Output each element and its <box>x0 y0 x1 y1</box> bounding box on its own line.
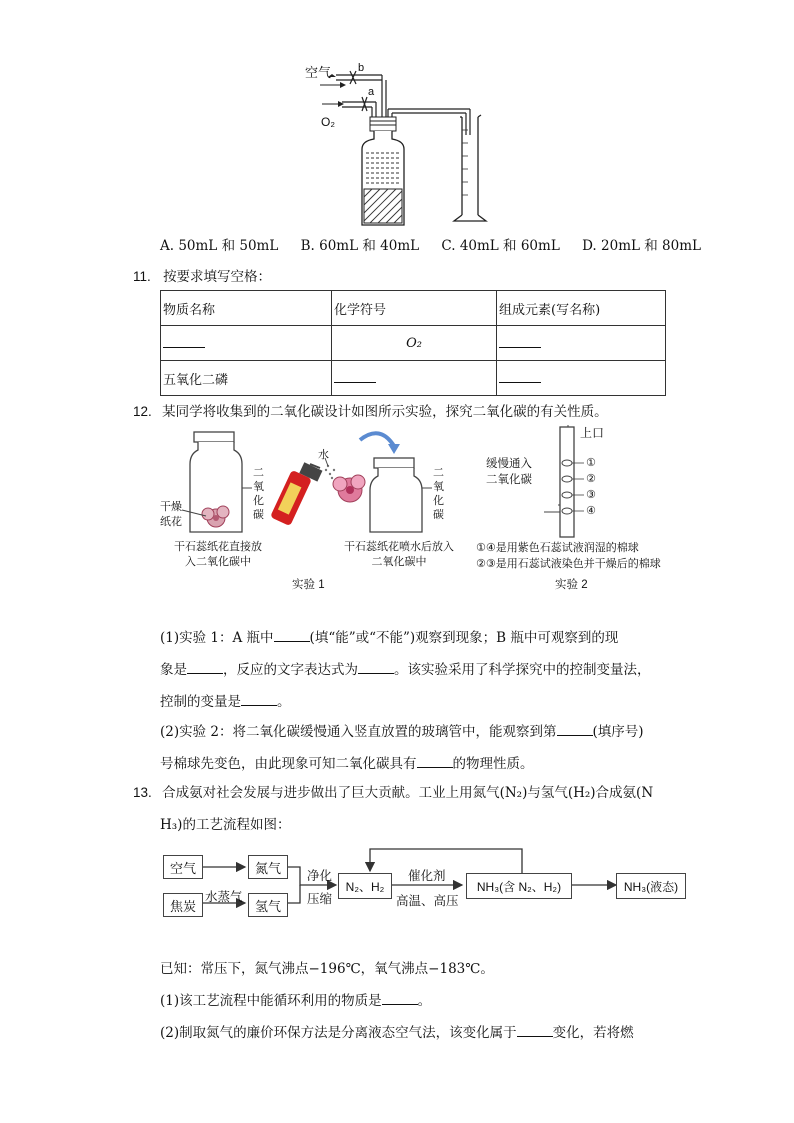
q12-fig2-inlet: 缓慢通入二氧化碳 <box>486 458 532 486</box>
q12-fig1-title: 实验 1 <box>292 579 325 591</box>
q13-text-a: 合成氨对社会发展与进步做出了巨大贡献。工业上用氮气(N₂)与氢气(H₂)合成氨(N <box>162 785 654 801</box>
flow-box-mix: N₂、H₂ <box>338 873 392 899</box>
q10-label-o2: O₂ <box>321 115 335 129</box>
q11-text: 按要求填写空格： <box>163 269 272 285</box>
flow-label-catalyst: 催化剂 <box>408 869 446 883</box>
q12-fig2-num4: ④ <box>586 505 596 517</box>
q10-option-d[interactable]: D. 20mL 和 80mL <box>582 238 701 254</box>
flow-box-nitrogen: 氮气 <box>248 855 288 879</box>
flow-box-coke: 焦炭 <box>163 893 203 917</box>
q13-blank-1[interactable] <box>382 992 418 1005</box>
q12-fig1-water: 水 <box>318 449 329 461</box>
flow-label-conditions: 高温、高压 <box>396 894 459 908</box>
q12-experiment2-figure <box>540 425 600 545</box>
q12-blank-2[interactable] <box>187 661 223 674</box>
q13-blank-2[interactable] <box>517 1024 553 1037</box>
q12-fig2-note1: ①④是用紫色石蕊试液润湿的棉球 <box>476 542 639 554</box>
q13-number: 13. <box>133 785 152 800</box>
flow-label-steam: 水蒸气 <box>205 890 243 904</box>
q13-part1: (1)该工艺流程中能循环利用的物质是 。 <box>160 993 432 1009</box>
q11-row2-name: 五氧化二磷 <box>161 361 332 396</box>
q12-fig1-dry-paper: 干燥纸花 <box>160 501 182 528</box>
flow-box-air: 空气 <box>163 855 203 879</box>
q12-fig1-caption-right: 干石蕊纸花喷水后放入二氧化碳中 <box>344 541 454 568</box>
q11-row2-elements-blank[interactable] <box>497 361 666 396</box>
flow-label-purify: 净化 <box>307 869 333 883</box>
q11-table <box>160 290 666 396</box>
q11-row2-symbol-blank[interactable] <box>332 361 497 396</box>
flow-box-product: NH₃(液态) <box>616 873 686 899</box>
q12-stem <box>133 400 608 420</box>
q13-part2: (2)制取氮气的廉价环保方法是分离液态空气法，该变化属于 变化，若将燃 <box>160 1025 634 1041</box>
q13-flow-arrows <box>160 845 690 925</box>
q11-header-elements: 组成元素(写名称) <box>497 291 666 326</box>
q13-stem-2: H₃)的工艺流程如图： <box>160 817 291 833</box>
q12-fig2-top: 上口 <box>580 426 605 440</box>
q12-blank-6[interactable] <box>417 755 453 768</box>
q10-option-c[interactable]: C. 40mL 和 60mL <box>441 238 560 254</box>
q10-options <box>160 234 701 254</box>
q12-text: 某同学将收集到的二氧化碳设计如图所示实验，探究二氧化碳的有关性质。 <box>162 404 608 420</box>
q10-option-a[interactable]: A. 50mL 和 50mL <box>160 238 279 254</box>
flow-box-hydrogen: 氢气 <box>248 893 288 917</box>
q11-header-name: 物质名称 <box>161 291 332 326</box>
q10-label-air: 空气 <box>305 65 332 80</box>
flow-label-compress: 压缩 <box>307 892 333 906</box>
q10-label-b: b <box>358 62 365 74</box>
q12-fig2-title: 实验 2 <box>555 579 588 591</box>
q12-fig2-num1: ① <box>586 457 596 469</box>
q13-known: 已知：常压下，氮气沸点−196℃，氧气沸点−183℃。 <box>160 961 494 977</box>
q12-blank-4[interactable] <box>241 693 277 706</box>
spray-bottle-icon <box>270 462 335 526</box>
q10-option-b[interactable]: B. 60mL 和 40mL <box>300 238 420 254</box>
q12-fig1-co2-a: 二氧化碳 <box>253 467 264 521</box>
flower-icon <box>333 475 365 502</box>
q12-fig2-note2: ②③是用石蕊试液染色并干燥后的棉球 <box>476 558 661 570</box>
q11-row1-elements-blank[interactable] <box>497 326 666 361</box>
flow-box-product-mix: NH₃(含 N₂、H₂) <box>466 873 572 899</box>
q12-fig2-num2: ② <box>586 473 596 485</box>
q12-blank-1[interactable] <box>274 629 310 642</box>
q11-row1-name-blank[interactable] <box>161 326 332 361</box>
q12-blank-5[interactable] <box>557 723 593 736</box>
q11-row1-symbol: O₂ <box>332 326 497 361</box>
q12-fig1-co2-b: 二氧化碳 <box>433 467 444 521</box>
q11-stem <box>133 265 271 285</box>
q11-number: 11. <box>133 269 151 284</box>
q10-label-a: a <box>368 86 375 98</box>
q13-stem <box>133 777 653 809</box>
q10-apparatus-figure <box>300 55 530 230</box>
q12-number: 12. <box>133 404 152 419</box>
q12-blank-3[interactable] <box>358 661 394 674</box>
q12-fig1-caption-left: 干石蕊纸花直接放入二氧化碳中 <box>174 541 262 568</box>
q11-header-symbol: 化学符号 <box>332 291 497 326</box>
q12-part2: (2)实验 2：将二氧化碳缓慢通入竖直放置的玻璃管中，能观察到第 (填序号) 号棉球先变色，由此现象可知二氧化碳具有 的物理性质。 <box>160 724 644 772</box>
q12-part1: (1)实验 1：A 瓶中 (填“能”或“不能”)观察到现象；B 瓶中可观察到的现 象是 ，反应的文字表达式为 。该实验采用了科学探究中的控制变量法， 控制的变量是 。 <box>160 630 651 710</box>
q12-fig2-num3: ③ <box>586 489 596 501</box>
